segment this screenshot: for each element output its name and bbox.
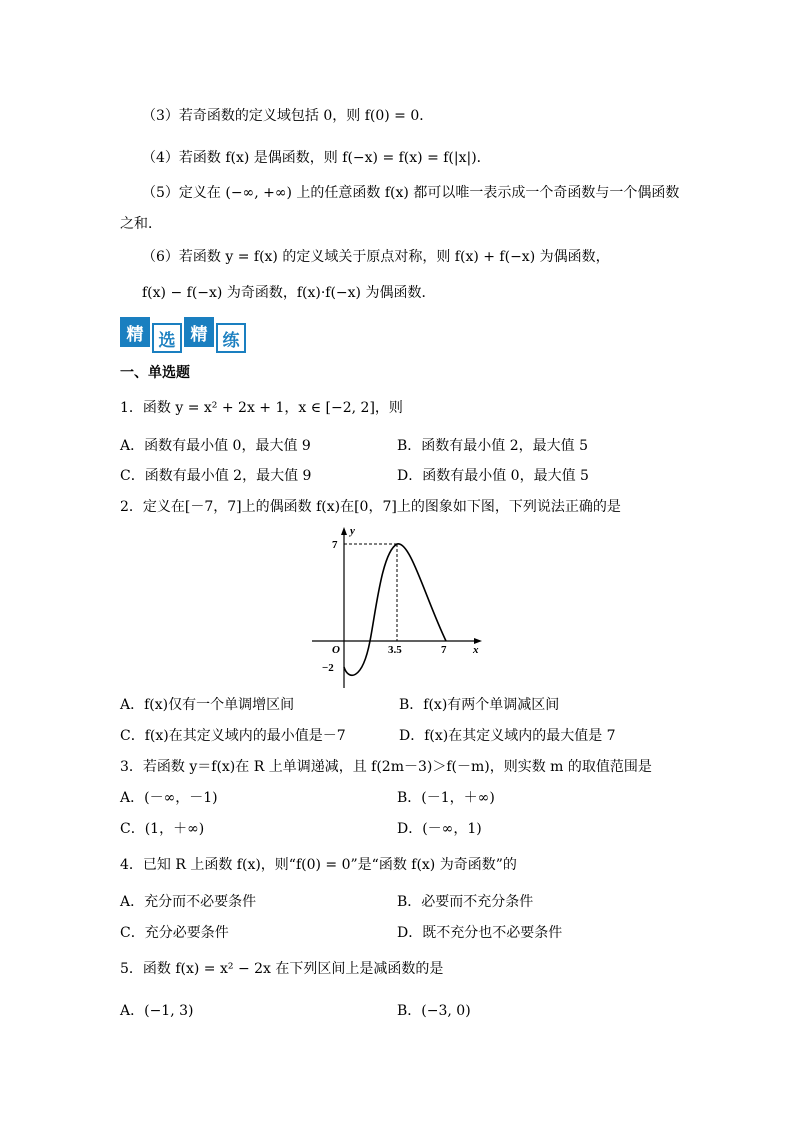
question-3-option-c: C．(1，＋∞) — [120, 821, 205, 837]
note-3: （3）若奇函数的定义域包括 0，则 f(0) = 0． — [142, 108, 434, 124]
y-axis-label: y — [350, 525, 355, 537]
badge-char-1: 精 — [120, 317, 150, 347]
question-1-option-a: A．函数有最小值 0，最大值 9 — [120, 438, 311, 454]
question-4-option-a: A．充分而不必要条件 — [120, 894, 257, 910]
y-tick-7: 7 — [332, 539, 338, 551]
question-2-option-b: B．f(x)有两个单调减区间 — [399, 697, 560, 713]
question-3-option-d: D．(－∞，1) — [397, 821, 482, 837]
badge-char-4: 练 — [216, 323, 246, 353]
origin-label: O — [332, 644, 340, 656]
section-title: 一、单选题 — [120, 365, 190, 381]
question-3-stem: 3．若函数 y＝f(x)在 R 上单调递减，且 f(2m－3)＞f(－m)，则实数 m 的取值范围是 — [120, 759, 652, 775]
function-graph — [310, 522, 490, 692]
note-5: （5）定义在 (−∞, +∞) 上的任意函数 f(x) 都可以唯一表示成一个奇函数与一个偶函数 — [142, 185, 680, 201]
question-5-stem: 5．函数 f(x) = x² − 2x 在下列区间上是减函数的是 — [120, 961, 444, 977]
question-1-option-c: C．函数有最小值 2，最大值 9 — [120, 468, 312, 484]
badge-char-2: 选 — [152, 323, 182, 353]
question-2-option-a: A．f(x)仅有一个单调增区间 — [120, 697, 295, 713]
question-2-stem: 2．定义在[－7，7]上的偶函数 f(x)在[0，7]上的图象如下图，下列说法正确的是 — [120, 499, 621, 515]
question-1-option-b: B．函数有最小值 2，最大值 5 — [397, 438, 589, 454]
question-5-option-b: B．(−3, 0) — [397, 1003, 471, 1019]
y-tick-neg2: −2 — [322, 662, 334, 674]
question-3-option-a: A．(－∞，－1) — [120, 790, 218, 806]
question-2-option-c: C．f(x)在其定义域内的最小值是－7 — [120, 728, 346, 744]
question-4-option-d: D．既不充分也不必要条件 — [397, 925, 563, 941]
question-3-option-b: B．(－1，＋∞) — [397, 790, 495, 806]
x-tick-7: 7 — [441, 644, 447, 656]
question-1-stem: 1．函数 y = x² + 2x + 1，x ∈ [−2, 2]，则 — [120, 400, 403, 416]
question-2-option-d: D．f(x)在其定义域内的最大值是 7 — [399, 728, 616, 744]
question-4-option-c: C．充分必要条件 — [120, 925, 229, 941]
note-5-cont: 之和． — [120, 216, 162, 232]
question-4-option-b: B．必要而不充分条件 — [397, 894, 534, 910]
x-tick-3-5: 3.5 — [388, 644, 402, 656]
question-1-option-d: D．函数有最小值 0，最大值 5 — [397, 468, 589, 484]
note-6: （6）若函数 y = f(x) 的定义域关于原点对称，则 f(x) + f(−x) 为偶函数， — [142, 249, 610, 265]
note-6-cont: f(x) − f(−x) 为奇函数，f(x)·f(−x) 为偶函数． — [142, 285, 436, 301]
note-4: （4）若函数 f(x) 是偶函数，则 f(−x) = f(x) = f(|x|)． — [142, 150, 491, 166]
question-4-stem: 4．已知 R 上函数 f(x)，则“f(0) = 0”是“函数 f(x) 为奇函数”的 — [120, 857, 517, 873]
badge-char-3: 精 — [184, 317, 214, 347]
practice-badge — [120, 317, 246, 353]
question-5-option-a: A．(−1, 3) — [120, 1003, 194, 1019]
y-axis-arrow — [341, 527, 347, 535]
x-axis-label: x — [473, 644, 479, 656]
